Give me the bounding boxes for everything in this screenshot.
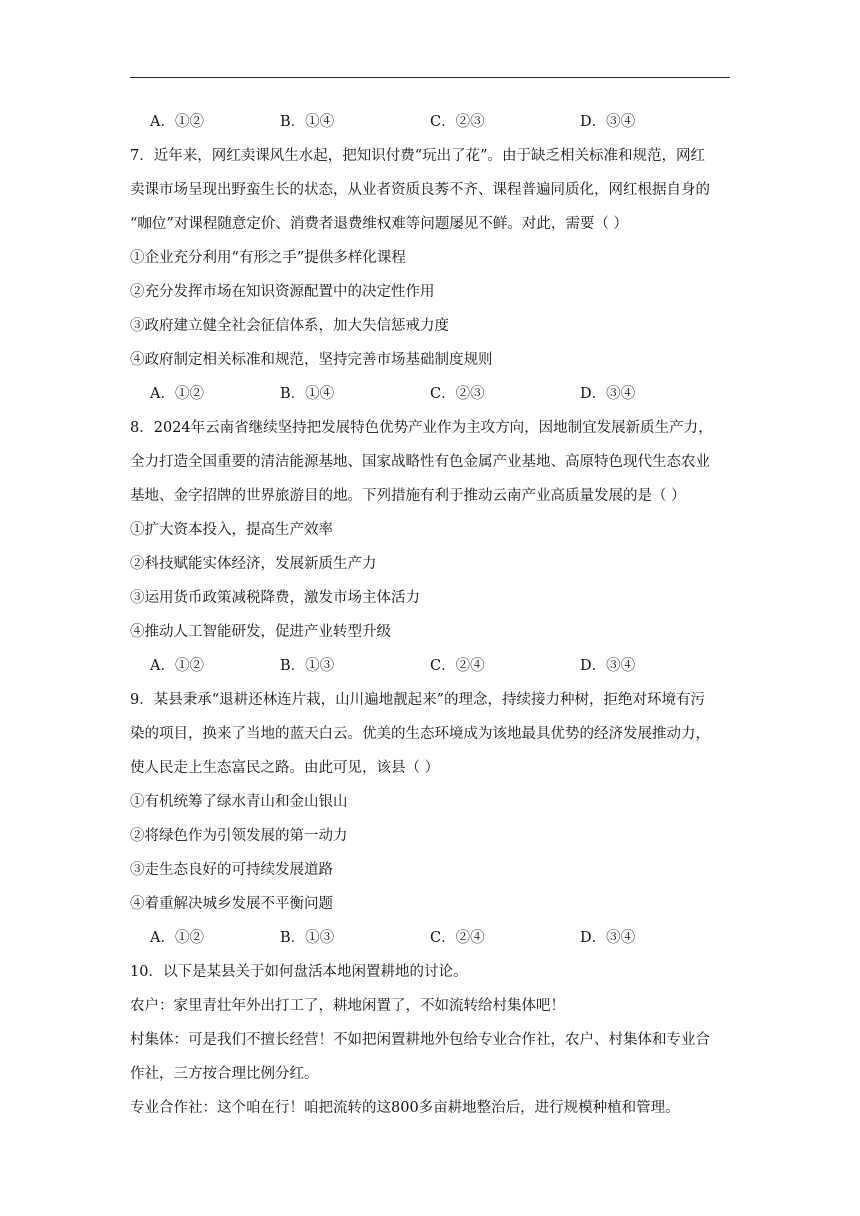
option-a: A．①② xyxy=(150,930,204,946)
header-rule xyxy=(130,77,730,78)
text-line: ③政府建立健全社会征信体系，加大失信惩戒力度 xyxy=(130,318,449,334)
option-b: B．①④ xyxy=(280,114,335,130)
text-line: ④推动人工智能研发，促进产业转型升级 xyxy=(130,624,391,640)
text-line: ③运用货币政策减税降费，激发市场主体活力 xyxy=(130,590,420,606)
text-line: 基地、金字招牌的世界旅游目的地。下列措施有利于推动云南产业高质量发展的是（ ） xyxy=(130,488,686,504)
text-line: 全力打造全国重要的清洁能源基地、国家战略性有色金属产业基地、高原特色现代生态农业 xyxy=(130,454,710,470)
text-line: ①企业充分利用“有形之手”提供多样化课程 xyxy=(130,250,406,266)
option-c: C．②④ xyxy=(430,658,485,674)
text-line: 9．某县秉承“退耕还林连片栽，山川遍地靓起来”的理念，持续接力种树，拒绝对环境有污 xyxy=(130,692,706,708)
option-a: A．①② xyxy=(150,114,204,130)
text-line: ②充分发挥市场在知识资源配置中的决定性作用 xyxy=(130,284,435,300)
text-line: 村集体：可是我们不擅长经营！不如把闲置耕地外包给专业合作社，农户、村集体和专业合 xyxy=(130,1032,710,1048)
option-d: D．③④ xyxy=(580,930,636,946)
text-line: 作社，三方按合理比例分红。 xyxy=(130,1066,319,1082)
option-a: A．①② xyxy=(150,386,204,402)
text-line: 8．2024年云南省继续坚持把发展特色优势产业作为主攻方向，因地制宜发展新质生产力， xyxy=(130,420,713,436)
option-b: B．①③ xyxy=(280,930,335,946)
text-line: ③走生态良好的可持续发展道路 xyxy=(130,862,333,878)
option-d: D．③④ xyxy=(580,658,636,674)
option-c: C．②③ xyxy=(430,114,485,130)
text-line: 7．近年来，网红卖课风生水起，把知识付费“玩出了花”。由于缺乏相关标准和规范，网红 xyxy=(130,148,706,164)
text-line: ①有机统筹了绿水青山和金山银山 xyxy=(130,794,348,810)
text-line: 染的项目，换来了当地的蓝天白云。优美的生态环境成为该地最具优势的经济发展推动力， xyxy=(130,726,710,742)
option-b: B．①④ xyxy=(280,386,335,402)
option-b: B．①③ xyxy=(280,658,335,674)
text-line: 农户：家里青壮年外出打工了，耕地闲置了，不如流转给村集体吧！ xyxy=(130,998,565,1014)
text-line: ①扩大资本投入，提高生产效率 xyxy=(130,522,333,538)
text-line: 专业合作社：这个咱在行！咱把流转的这800多亩耕地整治后，进行规模种植和管理。 xyxy=(130,1100,680,1116)
text-line: ④着重解决城乡发展不平衡问题 xyxy=(130,896,333,912)
text-line: ②将绿色作为引领发展的第一动力 xyxy=(130,828,348,844)
text-line: 卖课市场呈现出野蛮生长的状态，从业者资质良莠不齐、课程普遍同质化，网红根据自身的 xyxy=(130,182,710,198)
option-d: D．③④ xyxy=(580,386,636,402)
option-a: A．①② xyxy=(150,658,204,674)
option-c: C．②④ xyxy=(430,930,485,946)
text-line: ②科技赋能实体经济，发展新质生产力 xyxy=(130,556,377,572)
option-d: D．③④ xyxy=(580,114,636,130)
text-line: 10．以下是某县关于如何盘活本地闲置耕地的讨论。 xyxy=(130,964,468,980)
text-line: “咖位”对课程随意定价、消费者退费维权难等问题屡见不鲜。对此，需要（ ） xyxy=(130,216,628,232)
option-c: C．②③ xyxy=(430,386,485,402)
text-line: ④政府制定相关标准和规范，坚持完善市场基础制度规则 xyxy=(130,352,493,368)
text-line: 使人民走上生态富民之路。由此可见，该县（ ） xyxy=(130,760,440,776)
